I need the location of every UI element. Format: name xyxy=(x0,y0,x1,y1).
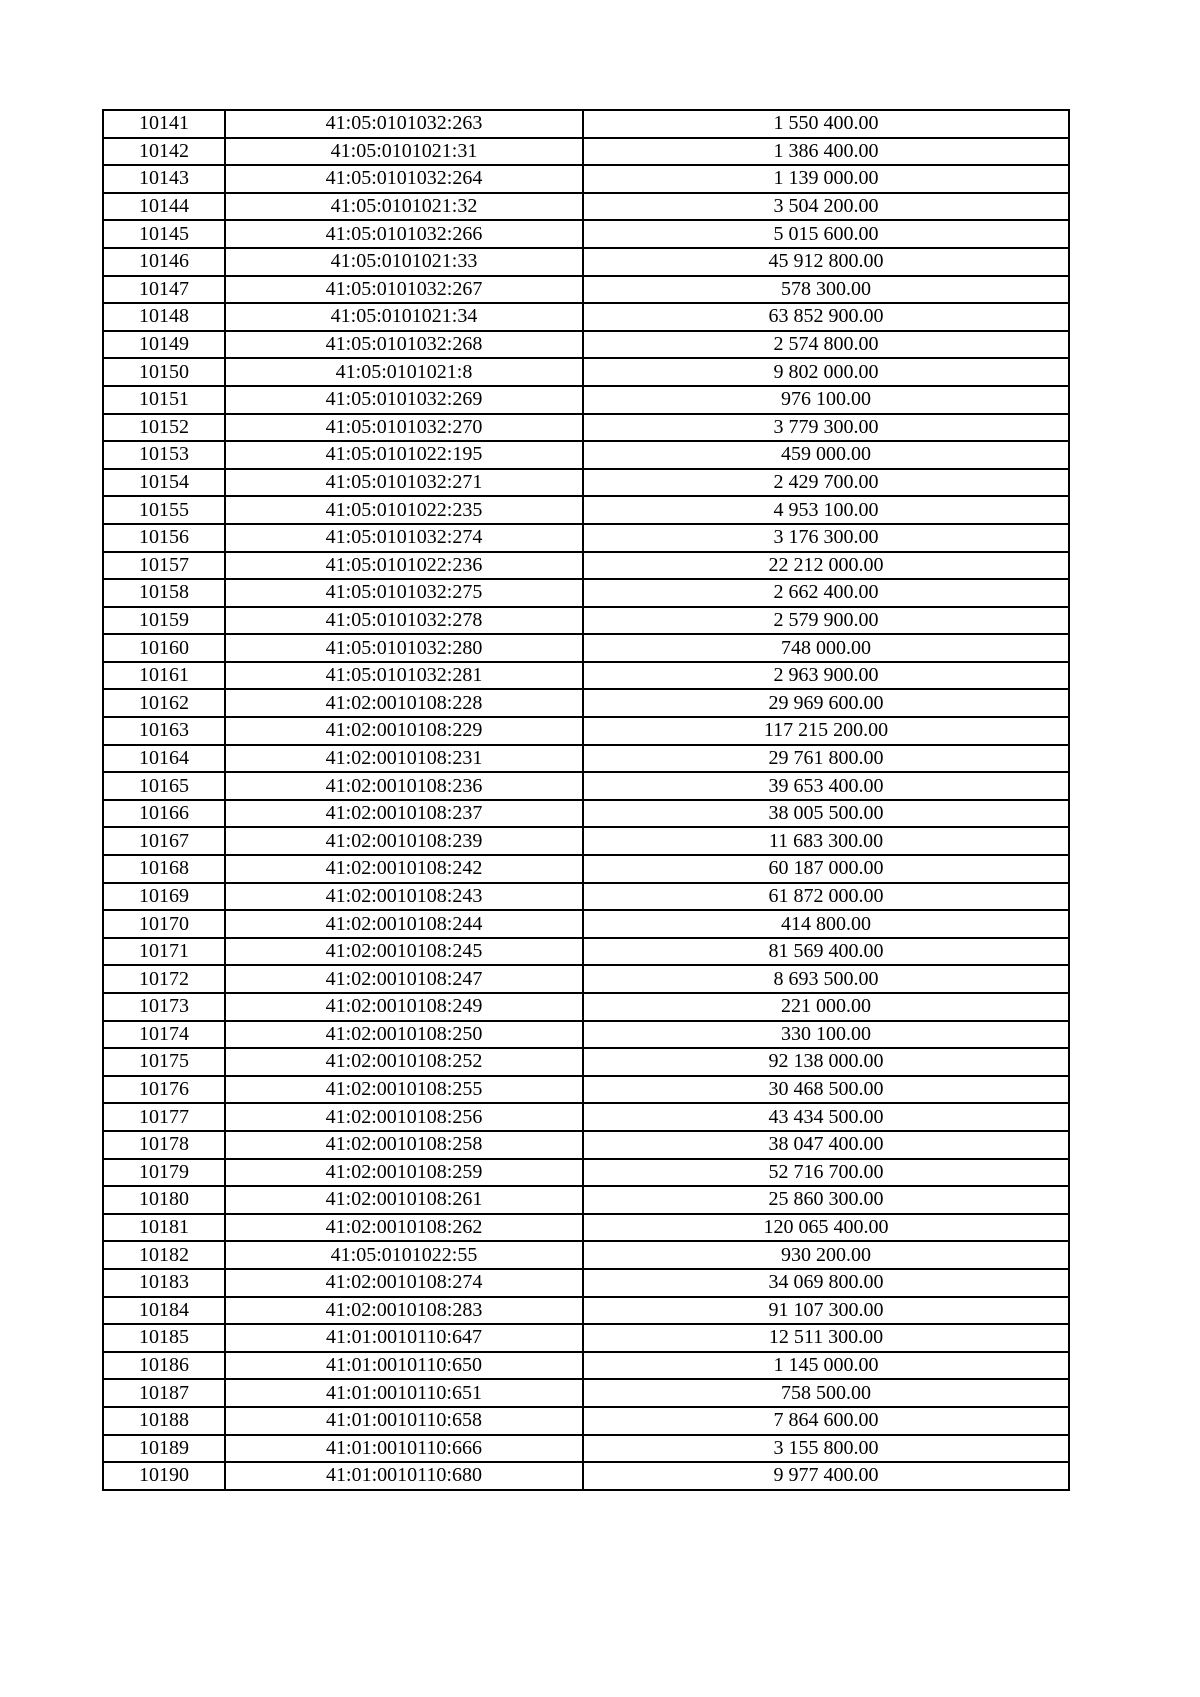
cadastral-value-cell: 459 000.00 xyxy=(583,441,1069,469)
table-row xyxy=(103,993,1069,1021)
cadastral-value-cell: 63 852 900.00 xyxy=(583,303,1069,331)
row-number-cell: 10144 xyxy=(103,193,225,221)
table-row xyxy=(103,1379,1069,1407)
table-row xyxy=(103,165,1069,193)
cadastral-value-cell: 29 969 600.00 xyxy=(583,689,1069,717)
row-number-cell: 10184 xyxy=(103,1297,225,1325)
table-row xyxy=(103,1435,1069,1463)
row-number-cell: 10180 xyxy=(103,1186,225,1214)
table-row xyxy=(103,607,1069,635)
cadastral-number-cell: 41:05:0101032:281 xyxy=(225,662,583,690)
cadastral-number-cell: 41:02:0010108:228 xyxy=(225,689,583,717)
row-number-cell: 10163 xyxy=(103,717,225,745)
table-row xyxy=(103,1324,1069,1352)
cadastral-value-cell: 52 716 700.00 xyxy=(583,1159,1069,1187)
cadastral-number-cell: 41:02:0010108:259 xyxy=(225,1159,583,1187)
row-number-cell: 10166 xyxy=(103,800,225,828)
cadastral-value-cell: 1 145 000.00 xyxy=(583,1352,1069,1380)
table-row xyxy=(103,386,1069,414)
row-number-cell: 10145 xyxy=(103,220,225,248)
table-row xyxy=(103,717,1069,745)
table-row xyxy=(103,1048,1069,1076)
cadastral-value-cell: 45 912 800.00 xyxy=(583,248,1069,276)
cadastral-value-cell: 60 187 000.00 xyxy=(583,855,1069,883)
table-row xyxy=(103,1462,1069,1490)
row-number-cell: 10160 xyxy=(103,634,225,662)
cadastral-number-cell: 41:02:0010108:229 xyxy=(225,717,583,745)
row-number-cell: 10162 xyxy=(103,689,225,717)
cadastral-value-cell: 930 200.00 xyxy=(583,1241,1069,1269)
cadastral-value-cell: 2 574 800.00 xyxy=(583,331,1069,359)
table-row xyxy=(103,745,1069,773)
cadastral-value-cell: 92 138 000.00 xyxy=(583,1048,1069,1076)
table-row xyxy=(103,634,1069,662)
cadastral-value-cell: 3 155 800.00 xyxy=(583,1435,1069,1463)
table-row xyxy=(103,1407,1069,1435)
cadastral-number-cell: 41:02:0010108:250 xyxy=(225,1021,583,1049)
row-number-cell: 10186 xyxy=(103,1352,225,1380)
row-number-cell: 10169 xyxy=(103,883,225,911)
row-number-cell: 10154 xyxy=(103,469,225,497)
cadastral-value-table xyxy=(102,109,1070,1491)
table-row xyxy=(103,1214,1069,1242)
cadastral-number-cell: 41:02:0010108:283 xyxy=(225,1297,583,1325)
table-row xyxy=(103,938,1069,966)
row-number-cell: 10185 xyxy=(103,1324,225,1352)
table-row xyxy=(103,800,1069,828)
row-number-cell: 10148 xyxy=(103,303,225,331)
table-row xyxy=(103,193,1069,221)
table-row xyxy=(103,469,1069,497)
table-row xyxy=(103,965,1069,993)
row-number-cell: 10142 xyxy=(103,138,225,166)
cadastral-value-cell: 414 800.00 xyxy=(583,910,1069,938)
cadastral-number-cell: 41:01:0010110:680 xyxy=(225,1462,583,1490)
cadastral-number-cell: 41:05:0101032:274 xyxy=(225,524,583,552)
cadastral-number-cell: 41:02:0010108:261 xyxy=(225,1186,583,1214)
table-row xyxy=(103,1103,1069,1131)
table-row xyxy=(103,441,1069,469)
cadastral-value-cell: 1 550 400.00 xyxy=(583,110,1069,138)
table-row xyxy=(103,662,1069,690)
row-number-cell: 10159 xyxy=(103,607,225,635)
cadastral-value-cell: 12 511 300.00 xyxy=(583,1324,1069,1352)
cadastral-number-cell: 41:05:0101022:195 xyxy=(225,441,583,469)
cadastral-number-cell: 41:05:0101032:267 xyxy=(225,276,583,304)
cadastral-number-cell: 41:02:0010108:239 xyxy=(225,827,583,855)
cadastral-number-cell: 41:01:0010110:651 xyxy=(225,1379,583,1407)
cadastral-value-cell: 8 693 500.00 xyxy=(583,965,1069,993)
row-number-cell: 10179 xyxy=(103,1159,225,1187)
cadastral-value-cell: 2 963 900.00 xyxy=(583,662,1069,690)
cadastral-value-cell: 5 015 600.00 xyxy=(583,220,1069,248)
cadastral-number-cell: 41:05:0101032:278 xyxy=(225,607,583,635)
cadastral-number-cell: 41:02:0010108:274 xyxy=(225,1269,583,1297)
cadastral-value-cell: 29 761 800.00 xyxy=(583,745,1069,773)
table-row xyxy=(103,579,1069,607)
row-number-cell: 10188 xyxy=(103,1407,225,1435)
table-row xyxy=(103,496,1069,524)
cadastral-value-cell: 1 386 400.00 xyxy=(583,138,1069,166)
row-number-cell: 10158 xyxy=(103,579,225,607)
cadastral-value-cell: 4 953 100.00 xyxy=(583,496,1069,524)
row-number-cell: 10147 xyxy=(103,276,225,304)
cadastral-number-cell: 41:02:0010108:243 xyxy=(225,883,583,911)
cadastral-value-cell: 38 047 400.00 xyxy=(583,1131,1069,1159)
table-row xyxy=(103,910,1069,938)
table-row xyxy=(103,524,1069,552)
cadastral-value-cell: 9 802 000.00 xyxy=(583,358,1069,386)
row-number-cell: 10189 xyxy=(103,1435,225,1463)
row-number-cell: 10173 xyxy=(103,993,225,1021)
table-row xyxy=(103,331,1069,359)
cadastral-value-cell: 39 653 400.00 xyxy=(583,772,1069,800)
table-row xyxy=(103,303,1069,331)
table-row xyxy=(103,1131,1069,1159)
cadastral-number-cell: 41:05:0101021:31 xyxy=(225,138,583,166)
table-row xyxy=(103,1076,1069,1104)
cadastral-value-cell: 330 100.00 xyxy=(583,1021,1069,1049)
cadastral-value-cell: 34 069 800.00 xyxy=(583,1269,1069,1297)
table-row xyxy=(103,220,1069,248)
table-row xyxy=(103,552,1069,580)
cadastral-value-cell: 30 468 500.00 xyxy=(583,1076,1069,1104)
cadastral-number-cell: 41:02:0010108:252 xyxy=(225,1048,583,1076)
cadastral-number-cell: 41:02:0010108:236 xyxy=(225,772,583,800)
row-number-cell: 10151 xyxy=(103,386,225,414)
cadastral-number-cell: 41:05:0101032:263 xyxy=(225,110,583,138)
cadastral-value-cell: 1 139 000.00 xyxy=(583,165,1069,193)
cadastral-value-cell: 91 107 300.00 xyxy=(583,1297,1069,1325)
row-number-cell: 10167 xyxy=(103,827,225,855)
table-row xyxy=(103,855,1069,883)
cadastral-number-cell: 41:05:0101022:235 xyxy=(225,496,583,524)
row-number-cell: 10161 xyxy=(103,662,225,690)
cadastral-value-cell: 61 872 000.00 xyxy=(583,883,1069,911)
row-number-cell: 10172 xyxy=(103,965,225,993)
cadastral-number-cell: 41:02:0010108:258 xyxy=(225,1131,583,1159)
row-number-cell: 10146 xyxy=(103,248,225,276)
table-row xyxy=(103,1021,1069,1049)
cadastral-number-cell: 41:01:0010110:647 xyxy=(225,1324,583,1352)
table-row xyxy=(103,1269,1069,1297)
row-number-cell: 10149 xyxy=(103,331,225,359)
table-row xyxy=(103,414,1069,442)
row-number-cell: 10141 xyxy=(103,110,225,138)
cadastral-number-cell: 41:02:0010108:245 xyxy=(225,938,583,966)
table-row xyxy=(103,1241,1069,1269)
row-number-cell: 10155 xyxy=(103,496,225,524)
table-row xyxy=(103,1159,1069,1187)
row-number-cell: 10182 xyxy=(103,1241,225,1269)
row-number-cell: 10181 xyxy=(103,1214,225,1242)
cadastral-value-cell: 2 429 700.00 xyxy=(583,469,1069,497)
cadastral-number-cell: 41:02:0010108:256 xyxy=(225,1103,583,1131)
table-row xyxy=(103,1352,1069,1380)
cadastral-value-cell: 81 569 400.00 xyxy=(583,938,1069,966)
cadastral-number-cell: 41:05:0101032:270 xyxy=(225,414,583,442)
row-number-cell: 10168 xyxy=(103,855,225,883)
cadastral-number-cell: 41:05:0101021:33 xyxy=(225,248,583,276)
cadastral-number-cell: 41:05:0101032:268 xyxy=(225,331,583,359)
cadastral-value-cell: 117 215 200.00 xyxy=(583,717,1069,745)
row-number-cell: 10190 xyxy=(103,1462,225,1490)
table-row xyxy=(103,827,1069,855)
table-row xyxy=(103,110,1069,138)
cadastral-number-cell: 41:02:0010108:255 xyxy=(225,1076,583,1104)
table-row xyxy=(103,138,1069,166)
cadastral-number-cell: 41:05:0101021:32 xyxy=(225,193,583,221)
cadastral-value-cell: 976 100.00 xyxy=(583,386,1069,414)
row-number-cell: 10174 xyxy=(103,1021,225,1049)
row-number-cell: 10156 xyxy=(103,524,225,552)
row-number-cell: 10170 xyxy=(103,910,225,938)
table-row xyxy=(103,1297,1069,1325)
cadastral-value-cell: 7 864 600.00 xyxy=(583,1407,1069,1435)
table-row xyxy=(103,248,1069,276)
row-number-cell: 10176 xyxy=(103,1076,225,1104)
cadastral-value-cell: 578 300.00 xyxy=(583,276,1069,304)
row-number-cell: 10183 xyxy=(103,1269,225,1297)
cadastral-number-cell: 41:05:0101022:236 xyxy=(225,552,583,580)
cadastral-value-cell: 748 000.00 xyxy=(583,634,1069,662)
cadastral-number-cell: 41:02:0010108:249 xyxy=(225,993,583,1021)
cadastral-number-cell: 41:05:0101032:280 xyxy=(225,634,583,662)
row-number-cell: 10157 xyxy=(103,552,225,580)
cadastral-number-cell: 41:05:0101032:271 xyxy=(225,469,583,497)
cadastral-number-cell: 41:05:0101032:264 xyxy=(225,165,583,193)
cadastral-value-cell: 3 504 200.00 xyxy=(583,193,1069,221)
cadastral-number-cell: 41:02:0010108:247 xyxy=(225,965,583,993)
row-number-cell: 10175 xyxy=(103,1048,225,1076)
cadastral-number-cell: 41:01:0010110:658 xyxy=(225,1407,583,1435)
cadastral-number-cell: 41:01:0010110:650 xyxy=(225,1352,583,1380)
cadastral-number-cell: 41:02:0010108:237 xyxy=(225,800,583,828)
row-number-cell: 10171 xyxy=(103,938,225,966)
cadastral-value-cell: 221 000.00 xyxy=(583,993,1069,1021)
cadastral-number-cell: 41:02:0010108:231 xyxy=(225,745,583,773)
cadastral-number-cell: 41:02:0010108:242 xyxy=(225,855,583,883)
table-row xyxy=(103,358,1069,386)
cadastral-value-cell: 120 065 400.00 xyxy=(583,1214,1069,1242)
row-number-cell: 10178 xyxy=(103,1131,225,1159)
row-number-cell: 10153 xyxy=(103,441,225,469)
cadastral-number-cell: 41:05:0101021:8 xyxy=(225,358,583,386)
cadastral-number-cell: 41:05:0101032:269 xyxy=(225,386,583,414)
row-number-cell: 10150 xyxy=(103,358,225,386)
table-row xyxy=(103,689,1069,717)
cadastral-value-cell: 43 434 500.00 xyxy=(583,1103,1069,1131)
table-row xyxy=(103,1186,1069,1214)
cadastral-value-cell: 2 662 400.00 xyxy=(583,579,1069,607)
cadastral-value-cell: 3 176 300.00 xyxy=(583,524,1069,552)
cadastral-number-cell: 41:05:0101032:266 xyxy=(225,220,583,248)
row-number-cell: 10152 xyxy=(103,414,225,442)
table-row xyxy=(103,883,1069,911)
table-body xyxy=(103,110,1069,1490)
row-number-cell: 10165 xyxy=(103,772,225,800)
row-number-cell: 10143 xyxy=(103,165,225,193)
table-row xyxy=(103,276,1069,304)
cadastral-value-cell: 9 977 400.00 xyxy=(583,1462,1069,1490)
cadastral-number-cell: 41:05:0101021:34 xyxy=(225,303,583,331)
cadastral-value-cell: 2 579 900.00 xyxy=(583,607,1069,635)
row-number-cell: 10164 xyxy=(103,745,225,773)
cadastral-value-cell: 11 683 300.00 xyxy=(583,827,1069,855)
cadastral-value-cell: 3 779 300.00 xyxy=(583,414,1069,442)
cadastral-number-cell: 41:05:0101032:275 xyxy=(225,579,583,607)
cadastral-value-cell: 22 212 000.00 xyxy=(583,552,1069,580)
table-row xyxy=(103,772,1069,800)
cadastral-number-cell: 41:02:0010108:262 xyxy=(225,1214,583,1242)
cadastral-value-cell: 758 500.00 xyxy=(583,1379,1069,1407)
cadastral-value-cell: 38 005 500.00 xyxy=(583,800,1069,828)
row-number-cell: 10187 xyxy=(103,1379,225,1407)
cadastral-number-cell: 41:02:0010108:244 xyxy=(225,910,583,938)
cadastral-number-cell: 41:05:0101022:55 xyxy=(225,1241,583,1269)
cadastral-number-cell: 41:01:0010110:666 xyxy=(225,1435,583,1463)
cadastral-value-cell: 25 860 300.00 xyxy=(583,1186,1069,1214)
row-number-cell: 10177 xyxy=(103,1103,225,1131)
